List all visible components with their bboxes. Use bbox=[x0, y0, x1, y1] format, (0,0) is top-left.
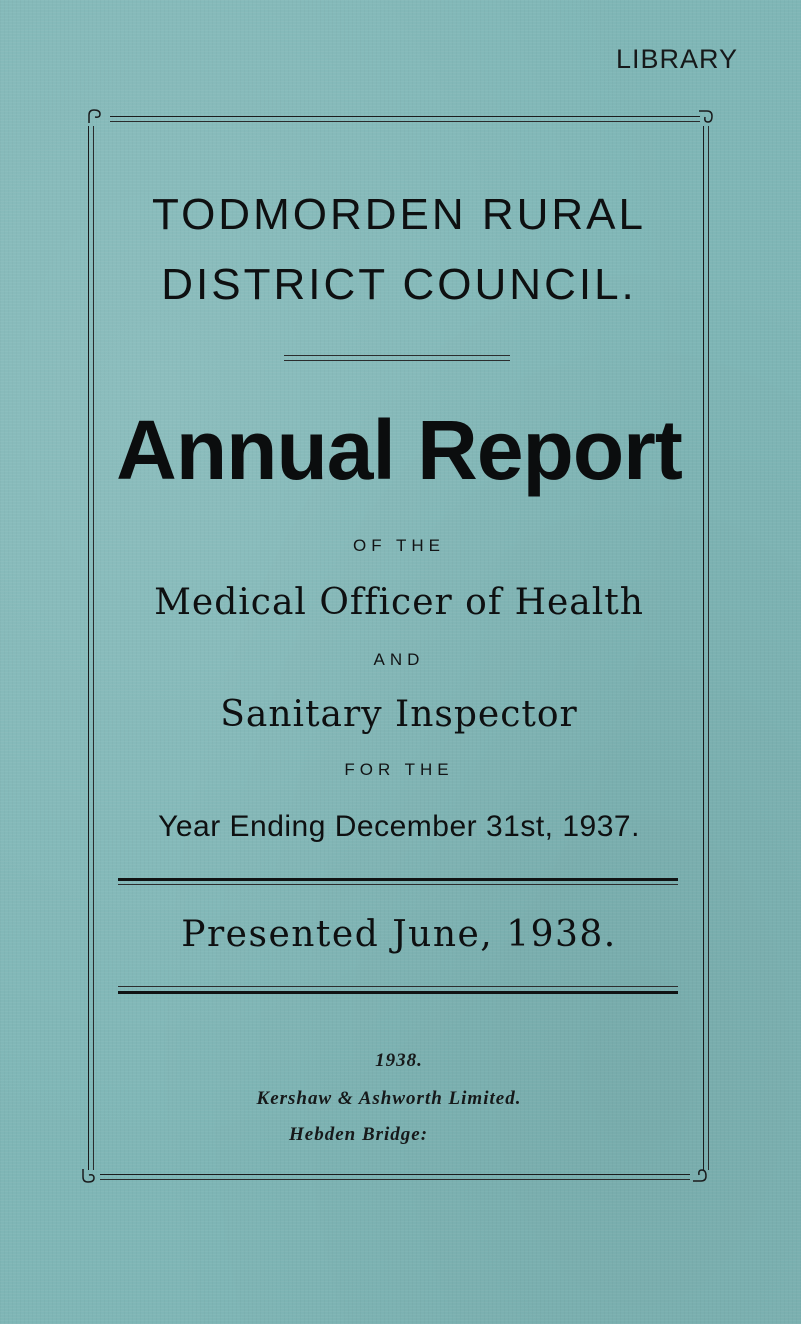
officer-title: Medical Officer of Health bbox=[154, 582, 644, 623]
frame-right-rule-inner bbox=[708, 126, 709, 1170]
imprint-year: 1938. bbox=[375, 1050, 423, 1071]
imprint-place: Hebden Bridge: bbox=[289, 1124, 429, 1145]
frame-left-rule bbox=[88, 126, 89, 1170]
frame-bottom-rule-inner bbox=[100, 1179, 690, 1180]
title-divider-rule-2 bbox=[284, 360, 510, 361]
inspector-title: Sanitary Inspector bbox=[220, 694, 578, 735]
corner-ornament-top-right bbox=[698, 108, 714, 124]
frame-bottom-rule bbox=[100, 1174, 690, 1175]
corner-ornament-bottom-right bbox=[692, 1168, 708, 1184]
title-divider-rule bbox=[284, 355, 510, 356]
corner-ornament-bottom-left bbox=[80, 1168, 96, 1184]
presented-top-rule bbox=[118, 878, 678, 881]
year-ending-line: Year Ending December 31st, 1937. bbox=[158, 810, 640, 843]
presented-bottom-rule bbox=[118, 991, 678, 994]
presented-top-rule-thin bbox=[118, 884, 678, 885]
council-name-line-2: DISTRICT COUNCIL. bbox=[161, 260, 637, 309]
frame-top-rule-inner bbox=[110, 121, 700, 122]
library-stamp: LIBRARY bbox=[616, 44, 739, 74]
report-title: Annual Report bbox=[116, 403, 682, 497]
frame-top-rule bbox=[110, 116, 700, 117]
presented-bottom-rule-thin bbox=[118, 986, 678, 987]
of-the-label: OF THE bbox=[352, 536, 446, 555]
corner-ornament-top-left bbox=[86, 108, 102, 124]
imprint-printer: Kershaw & Ashworth Limited. bbox=[256, 1088, 522, 1109]
and-label: AND bbox=[373, 650, 425, 669]
council-name-line-1: TODMORDEN RURAL bbox=[151, 190, 646, 239]
for-the-label: FOR THE bbox=[344, 760, 454, 779]
presented-date: Presented June, 1938. bbox=[181, 914, 617, 955]
